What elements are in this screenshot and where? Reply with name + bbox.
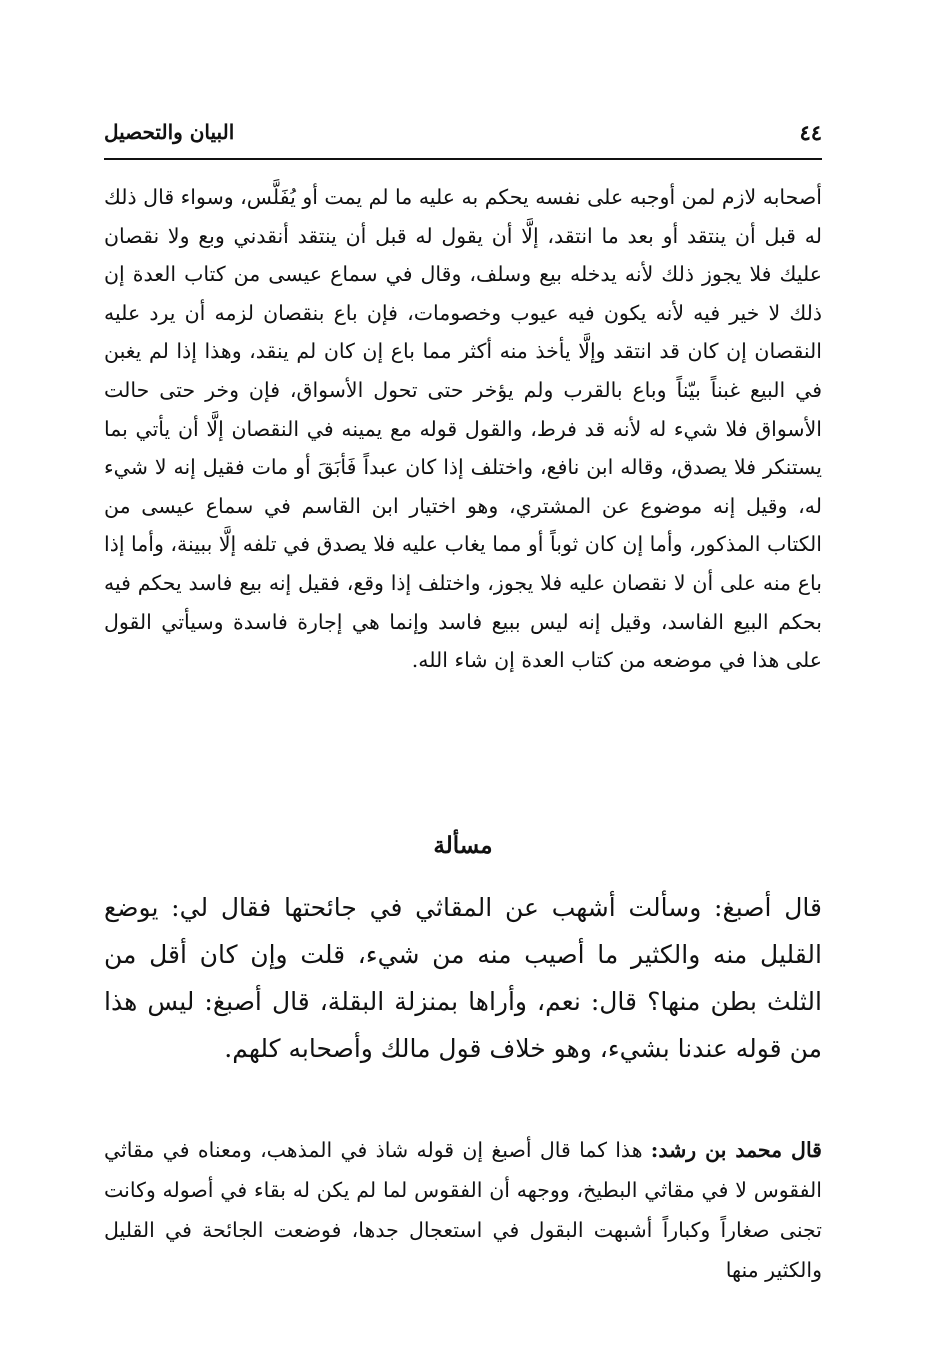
commentary-speaker: قال محمد بن رشد: — [650, 1138, 822, 1162]
section-heading: مسألة — [433, 832, 493, 859]
commentary-text: هذا كما قال أصبغ إن قوله شاذ في المذهب، ومعناه في مقاثي الفقوس لا في مقاثي البطيخ، ووجهه أن الفقوس لما لم يكن له بقاء في أصوله وكانت تجنى صغاراً وكباراً أشبهت البقول في استعجال جدها، فوضعت الجائحة في القليل والكثير منها — [104, 1138, 822, 1282]
question-paragraph: قال أصبغ: وسألت أشهب عن المقاثي في جائحتها فقال لي: يوضع القليل منه والكثير ما أصيب منه من شيء، قلت وإن كان أقل من الثلث بطن منها؟ قال: نعم، وأراها بمنزلة البقلة، قال أصبغ: ليس هذا من قوله عندنا بشيء، وهو خلاف قول مالك وأصحابه كلهم. — [104, 893, 822, 1063]
page-number: ٤٤ — [799, 119, 822, 145]
commentary-paragraph — [104, 1130, 822, 1290]
header-rule — [104, 158, 822, 160]
running-title: البيان والتحصيل — [104, 120, 235, 144]
page-header — [104, 112, 822, 152]
main-paragraph: أصحابه لازم لمن أوجبه على نفسه يحكم به عليه ما لم يمت أو يُفَلَّس، وسواء قال ذلك له قبل أن ينتقد أو بعد ما انتقد، إلَّا أن يقول له قبل أن ينتقد أنقدني وبع ولا نقصان عليك فلا يجوز ذلك لأنه يدخله بيع وسلف، وقال في سماع عيسى من كتاب العدة إن ذلك لا خير فيه لأنه يكون فيه عيوب وخصومات، فإن باع بنقصان لزمه أن يرد عليه النقصان إن كان قد انتقد وإلَّا يأخذ منه أكثر مما باع إن كان لم ينقد، وهذا إذا لم يغبن في البيع غبناً بيّناً وباع بالقرب ولم يؤخر حتى تحول الأسواق، فإن وخر حتى حالت الأسواق فلا شيء له لأنه قد فرط، والقول قوله مع يمينه في النقصان إلَّا أن يأتي بما يستنكر فلا يصدق، وقاله ابن نافع، واختلف إذا كان عبداً فَأبَقَ أو مات فقيل إنه لا شيء له، وقيل إنه موضوع عن المشتري، وهو اختيار ابن القاسم في سماع عيسى من الكتاب المذكور، وأما إن كان ثوباً أو مما يغاب عليه فلا يصدق في تلفه إلَّا ببينة، وأما إذا باع منه على أن لا نقصان عليه فلا يجوز، واختلف إذا وقع، فقيل إنه بيع فاسد يحكم فيه بحكم البيع الفاسد، وقيل إنه ليس ببيع فاسد وإنما هي إجارة فاسدة وسيأتي القول على هذا في موضعه من كتاب العدة إن شاء الله. — [104, 185, 822, 673]
